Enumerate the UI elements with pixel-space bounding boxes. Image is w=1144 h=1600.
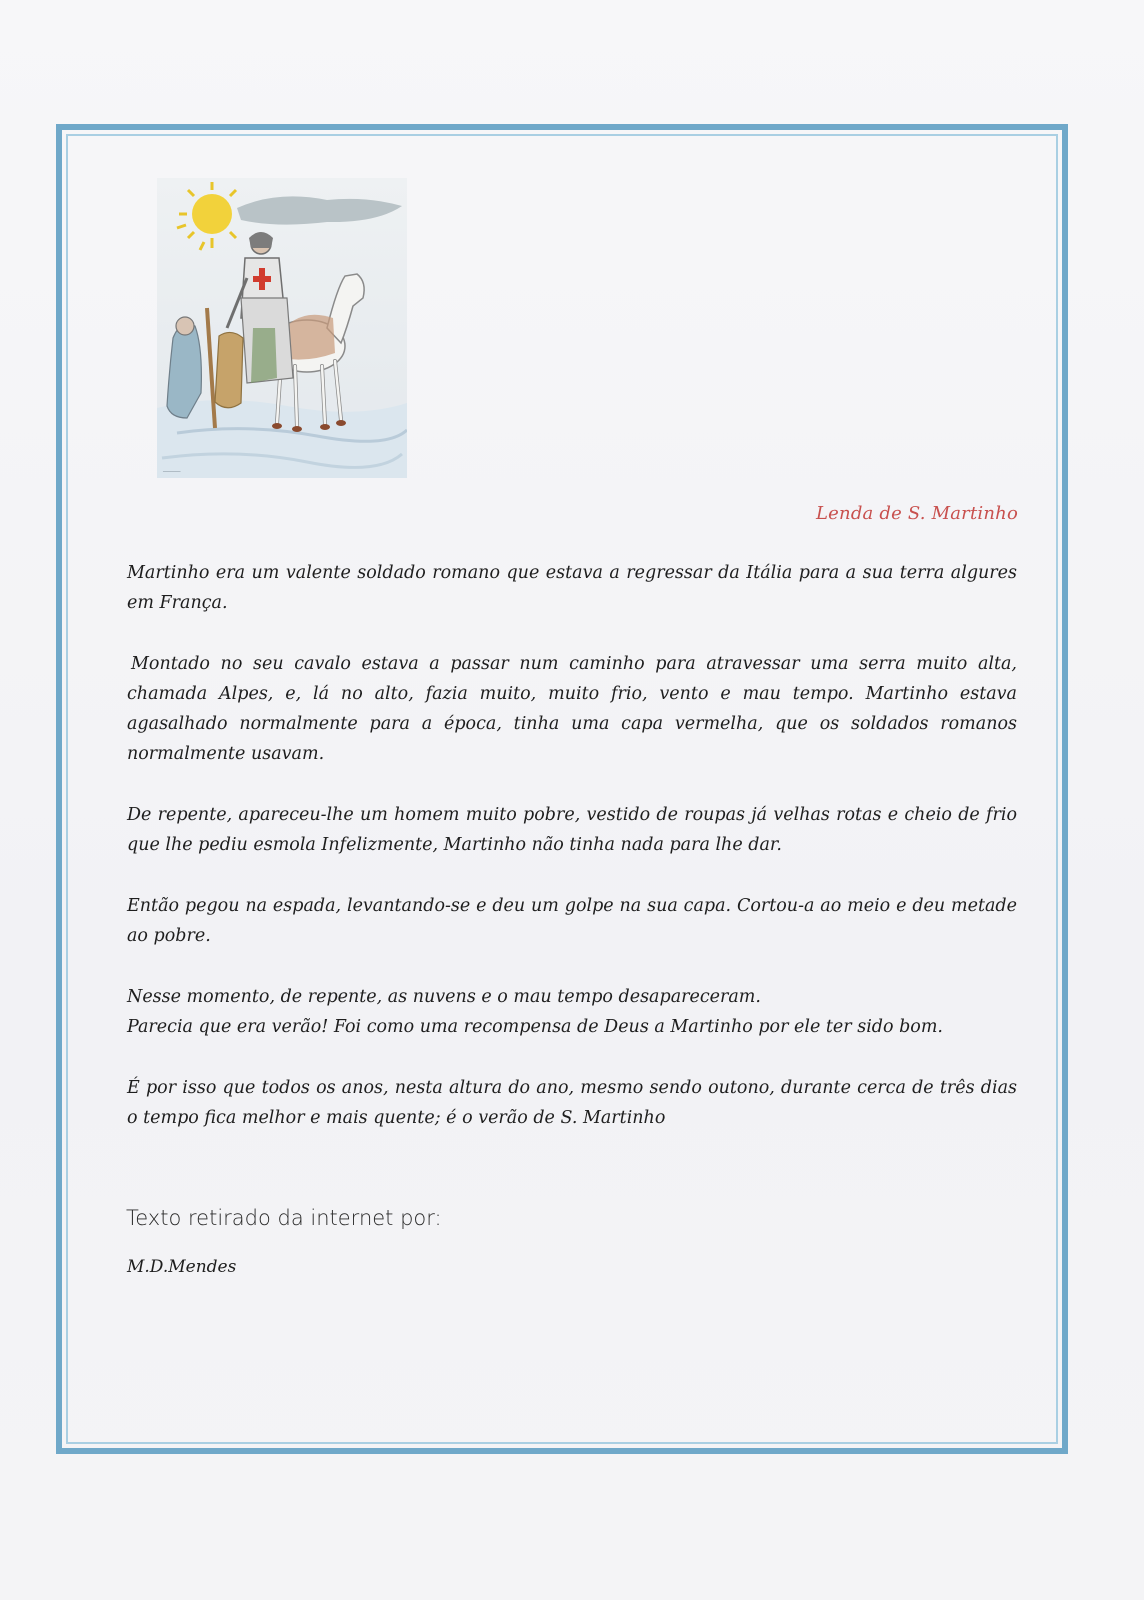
paragraph-6: Parecia que era verão! Foi como uma recompensa de Deus a Martinho por ele ter sido bom.	[127, 1017, 943, 1037]
svg-text:_______: _______	[163, 466, 181, 472]
paragraph-3: De repente, apareceu-lhe um homem muito pobre, vestido de roupas já velhas rotas e cheio de frio que lhe pediu esmola Infelizmente, Martinho não tinha nada para lhe dar.	[127, 805, 1017, 855]
paragraph-7: É por isso que todos os anos, nesta altura do ano, mesmo sendo outono, durante cerca de três dias o tempo fica melhor e mais quente; é o verão de S. Martinho	[127, 1078, 1017, 1128]
story-body	[127, 558, 1017, 1164]
document-title: Lenda de S. Martinho	[816, 503, 1018, 524]
paragraph-1: Martinho era um valente soldado romano que estava a regressar da Itália para a sua terra algures em França.	[127, 563, 1017, 613]
paragraph-2: Montado no seu cavalo estava a passar num caminho para atravessar uma serra muito alta, chamada Alpes, e, lá no alto, fazia muito, muito frio, vento e mau tempo. Martinho estava agasalhado normalmente para a época, tinha uma capa vermelha, que os soldados romanos normalmente usavam.	[127, 654, 1017, 764]
paragraph-5: Nesse momento, de repente, as nuvens e o mau tempo desapareceram.	[127, 987, 761, 1007]
credit-label: Texto retirado da internet por:	[126, 1206, 442, 1230]
credit-author-name: M.D.Mendes	[127, 1257, 237, 1277]
saint-martin-illustration	[157, 178, 407, 478]
paragraph-4: Então pegou na espada, levantando-se e deu um golpe na sua capa. Cortou-a ao meio e deu metade ao pobre.	[127, 896, 1017, 946]
